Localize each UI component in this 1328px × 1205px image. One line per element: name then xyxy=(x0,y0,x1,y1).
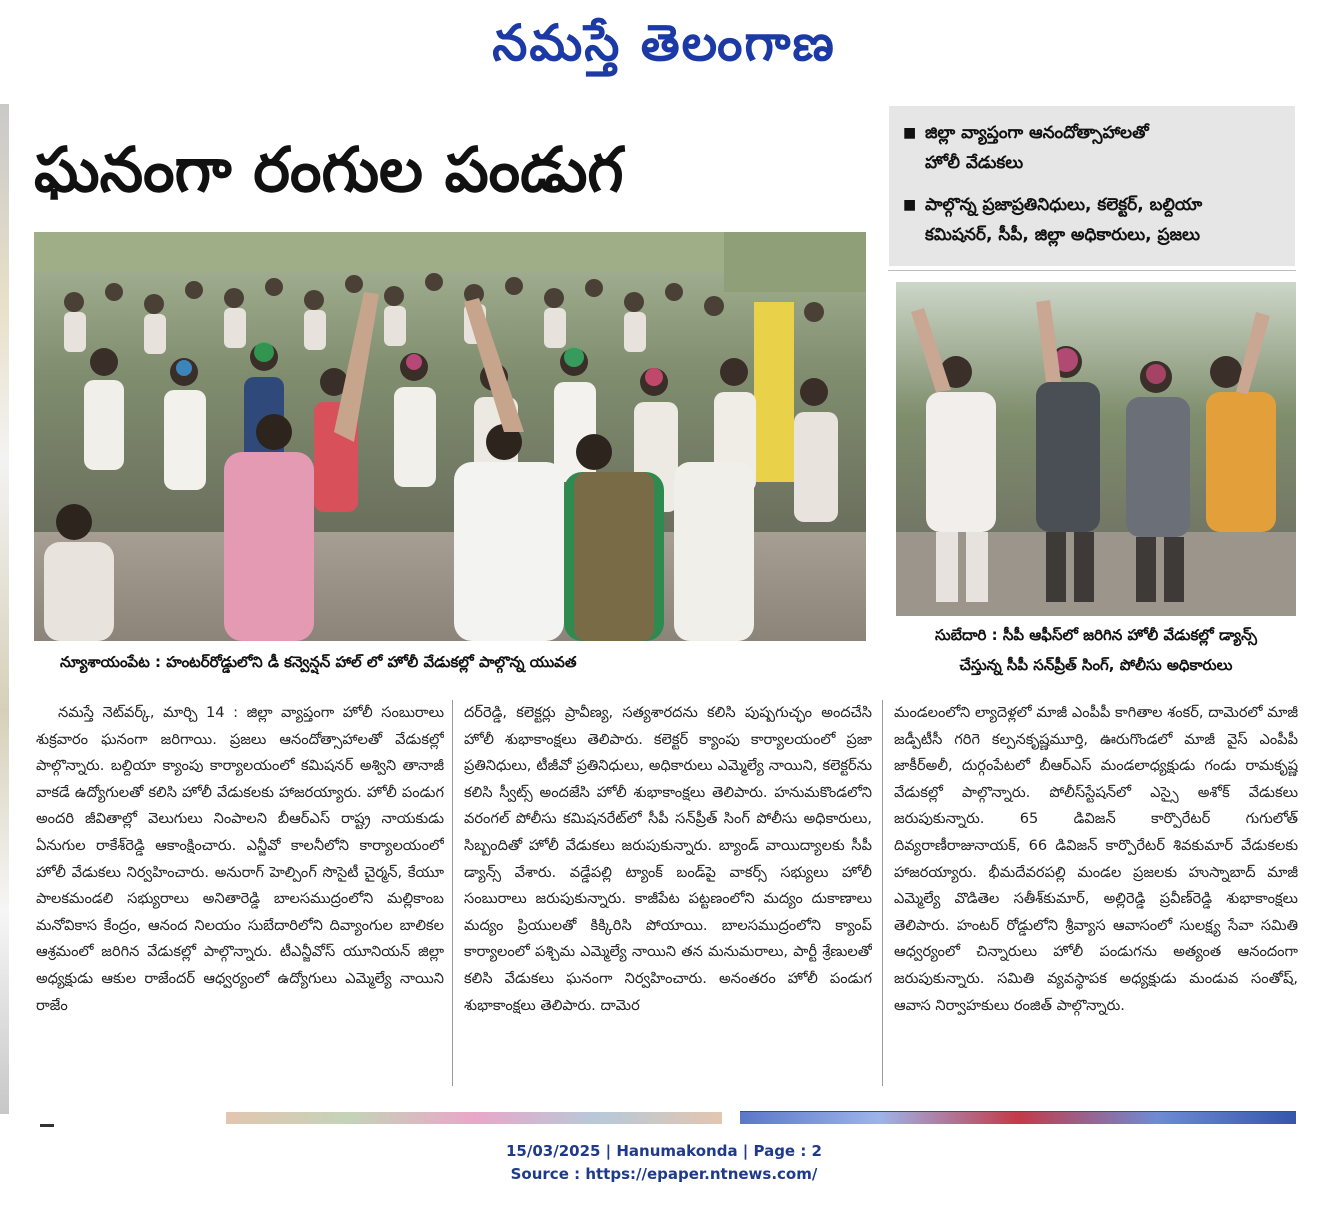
main-photo-caption: న్యూశాయంపేట : హంటర్‌రోడ్డులోని డీ కన్వెన్షన్ హాల్ లో హోలీ వేడుకల్లో పాల్గొన్న యువత xyxy=(60,653,577,671)
highlight-text xyxy=(925,118,1149,178)
headline: ఘనంగా రంగుల పండుగ xyxy=(34,133,624,206)
caption-line: చేస్తున్న సీపీ సన్‌ప్రీత్ సింగ్, పోలీసు అధికారులు xyxy=(959,656,1233,674)
highlight-line: హోలీ వేడుకలు xyxy=(925,153,1024,173)
highlights-box xyxy=(889,106,1295,266)
article-column-2: దర్‌రెడ్డి, కలెక్టర్లు ప్రావీణ్య, సత్యశారదను కలిసి పుష్పగుచ్ఛం అందచేసి హోలీ శుభాకాంక్షలు తెలిపారు. కలెక్టర్ క్యాంపు కార్యాలయంలో ప్రజా ప్రతినిధులు, టీజీవో ప్రతినిధులు, అధికారులు ఎమ్మెల్యే నాయిని, కలెక్టర్‌ను కలిసి స్వీట్స్ అందజేసి హోలీ శుభాకాంక్షలు తెలిపారు. హనుమకొండలోని వరంగల్ పోలీసు కమిషనరేట్‌లో సీపీ సన్‌ప్రీత్ సింగ్ పోలీసు అధికారులు, సిబ్బందితో హోలీ వేడుకలు జరుపుకున్నారు. బ్యాండ్ వాయిద్యాలకు సీపీ డ్యాన్స్ వేశారు. వడ్డేపల్లి ట్యాంక్ బండ్‌పై వాకర్స్ సభ్యులు హోలీ సంబురాలు జరుపుకున్నారు. కాజీపేట పట్టణంలోని మద్యం దుకాణాలు మద్యం ప్రియులతో కిక్కిరిసి పోయాయి. బాలసముద్రంలోని క్యాంప్ కార్యాలంలో పశ్చిమ ఎమ్మెల్యే నాయిని తన మనుమరాలు, పార్టీ శ్రేణులతో కలిసి వేడుకలు ఘనంగా నిర్వహించారు. అనంతరం హోలీ పండుగ శుభాకాంక్షలు తెలిపారు. దామెర xyxy=(464,704,872,1014)
square-bullet-icon: ■ xyxy=(903,125,917,141)
next-story-photo xyxy=(740,1112,1296,1124)
next-story-photo xyxy=(226,1112,722,1124)
footer-date-edition: 15/03/2025 | Hanumakonda | Page : 2 xyxy=(505,1142,822,1160)
divider xyxy=(40,1124,54,1127)
column-divider xyxy=(452,700,453,1086)
caption-line: సుబేదారి : సీపీ ఆఫీస్‌లో జరిగిన హోలీ వేడుకల్లో డ్యాన్స్ xyxy=(934,626,1258,644)
adjacent-page-edge xyxy=(0,104,9,1114)
article-column-1: నమస్తే నెట్‌వర్క్, మార్చి 14 : జిల్లా వ్యాప్తంగా హోలీ సంబురాలు శుక్రవారం ఘనంగా జరిగాయి. ప్రజలు ఆనందోత్సాహాలతో వేడుకల్లో పాల్గొన్నారు. బల్దియా క్యాంపు కార్యాలయంలో కమిషనర్ అశ్విని తానాజీ వాకడే ఉద్యోగులతో కలిసి హోలీ వేడుకలకు హాజరయ్యారు. హోలీ పండుగ అందరి జీవితాల్లో వెలుగులు నింపాలని బీఆర్ఎస్ రాష్ట్ర నాయకుడు ఏనుగుల రాకేశ్‌రెడ్డి ఆకాంక్షించారు. ఎన్జీవో కాలనీలోని కార్యాలయంలో హోలీ వేడుకలు నిర్వహించారు. అనురాగ్ హెల్పింగ్ సొసైటీ చైర్మన్, కేయూ పాలకమండలి సభ్యురాలు అనితారెడ్డి బాలసముద్రంలోని మల్లికాంబ మనోవికాస కేంద్రం, ఆనంద నిలయం సుబేదారిలోని దివ్యాంగుల బాలికల ఆశ్రమంలో జరిగిన వేడుకల్లో పాల్గొన్నారు. టీఎన్జీవోస్ యూనియన్ జిల్లా అధ్యక్షుడు ఆకుల రాజేందర్ ఆధ్వర్యంలో ఉద్యోగులు ఎమ్మెల్యే నాయిని రాజేం xyxy=(36,704,444,1014)
side-photo-caption xyxy=(896,620,1296,680)
article-column-3: మండలంలోని ల్యాదెళ్లలో మాజీ ఎంపీపీ కాగితాల శంకర్, దామెరలో మాజీ జడ్పీటీసీ గరిగె కల్పనకృష్ణమూర్తి, ఊరుగొండలో మాజీ వైస్ ఎంపీపీ జాకీర్‌అలీ, దుర్గంపేటలో బీఆర్ఎస్ మండలాధ్యక్షుడు గండు రామకృష్ణ వేడుకల్లో పాల్గొన్నారు. పోలీస్‌స్టేషన్‌లో ఎస్సై అశోక్ వేడుకలు జరుపుకున్నారు. 65 డివిజన్ కార్పొరేటర్ గుగులోత్ దివ్యరాణీరాజునాయక్, 66 డివిజన్ కార్పొరేటర్ శివకుమార్ వేడుకలకు హాజరయ్యారు. భీమదేవరపల్లి మండల ప్రజలకు హుస్నాబాద్ మాజీ ఎమ్మెల్యే వొడితెల సతీశ్‌కుమార్, అల్లిరెడ్డి ప్రవీణ్‌రెడ్డి శుభాకాంక్షలు తెలిపారు. హంటర్ రోడ్డులోని శ్రీవ్యాస ఆవాసంలో సులక్ష్య సేవా సమితి ఆధ్వర్యంలో చిన్నారులు హోలీ పండుగను అత్యంత ఆనందంగా జరుపుకున్నారు. సమితి వ్యవస్థాపక అధ్యక్షుడు మండువ సంతోష్, ఆవాస నిర్వాహకులు రంజిత్ పాల్గొన్నారు. xyxy=(894,704,1298,1014)
highlight-line: జిల్లా వ్యాప్తంగా ఆనందోత్సాహాలతో xyxy=(925,123,1149,143)
column-divider xyxy=(882,700,883,1086)
footer-source-link[interactable]: Source : https://epaper.ntnews.com/ xyxy=(510,1165,818,1183)
side-photo-police-dance xyxy=(896,282,1296,616)
highlight-line: పాల్గొన్న ప్రజాప్రతినిధులు, కలెక్టర్, బల్దియా xyxy=(925,195,1203,215)
masthead-logo: నమస్తే తెలంగాణ xyxy=(492,14,836,72)
highlight-text xyxy=(925,190,1202,250)
main-photo-holi-crowd xyxy=(34,232,866,641)
highlight-item xyxy=(903,190,1281,250)
highlight-item xyxy=(903,118,1281,178)
divider xyxy=(888,270,1296,271)
highlight-line: కమిషనర్, సీపీ, జిల్లా అధికారులు, ప్రజలు xyxy=(925,225,1200,245)
square-bullet-icon: ■ xyxy=(903,197,917,213)
